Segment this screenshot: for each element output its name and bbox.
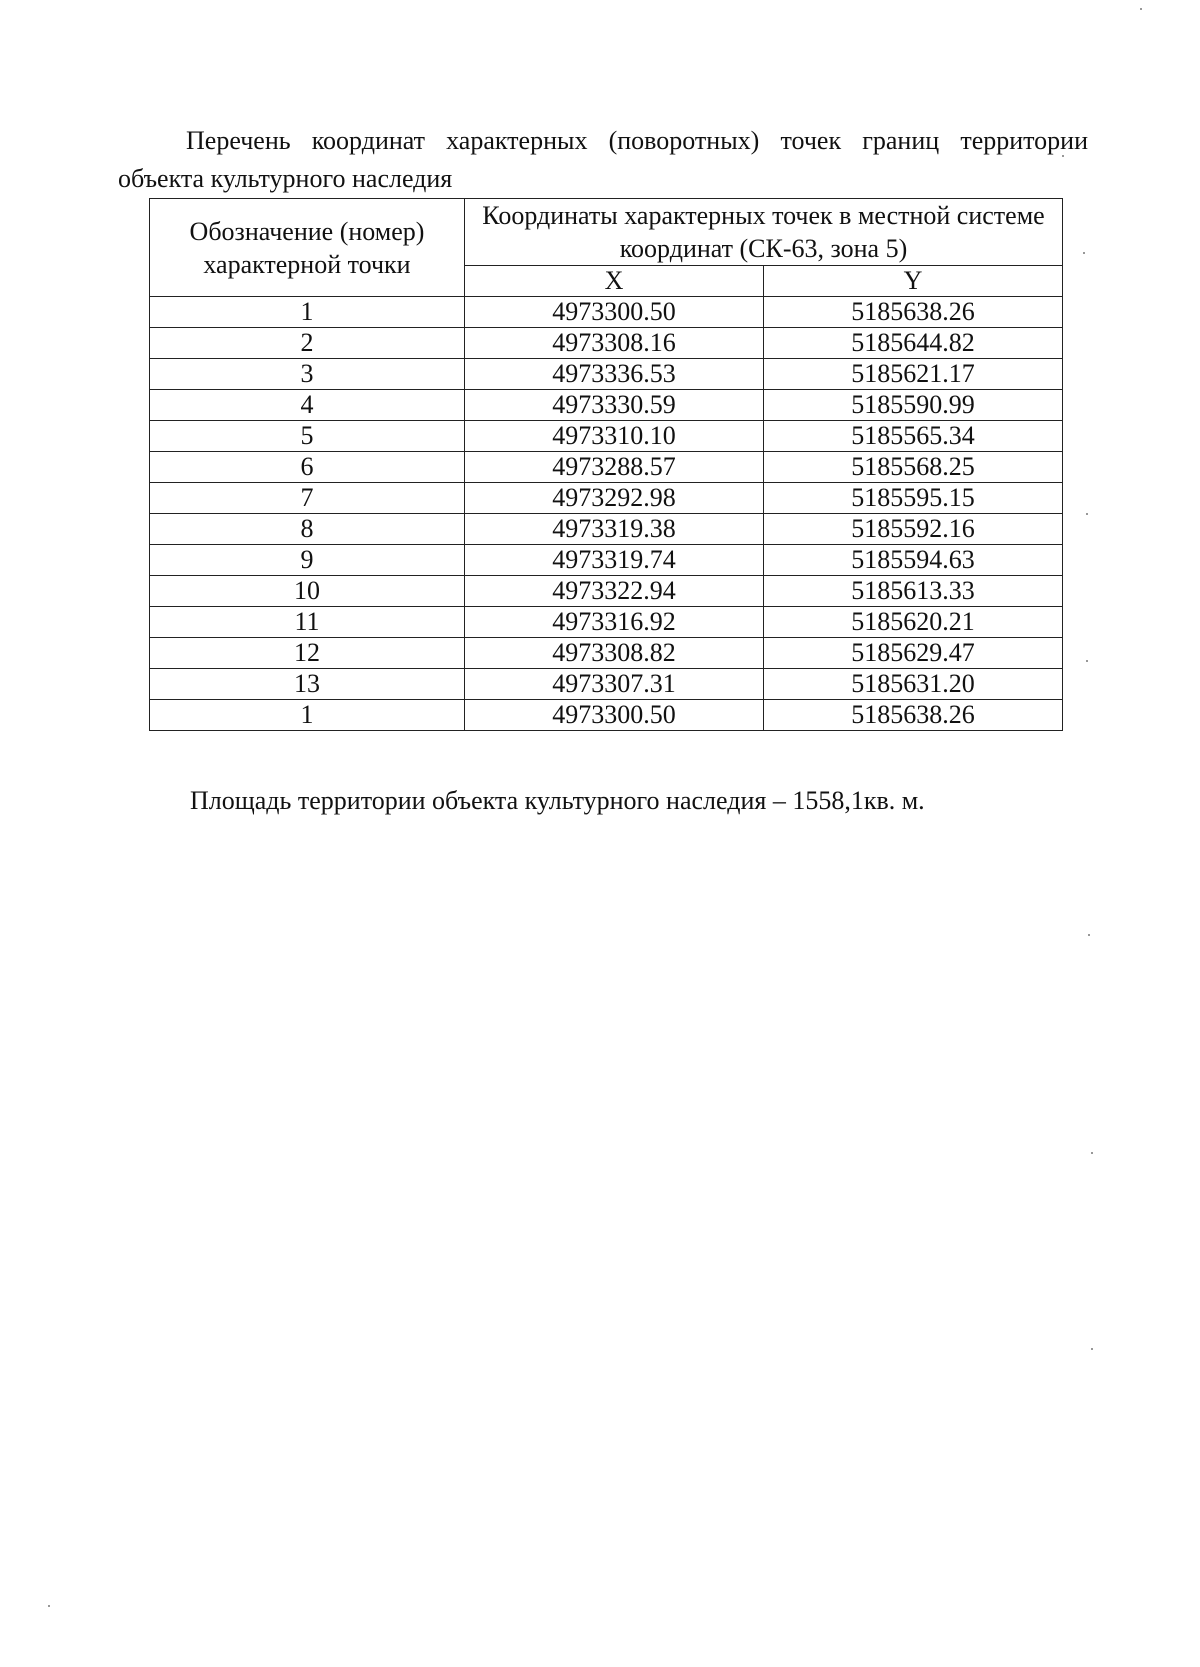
cell-point-number: 12 — [150, 638, 465, 669]
cell-x: 4973330.59 — [465, 390, 764, 421]
cell-y: 5185621.17 — [764, 359, 1063, 390]
table-row — [150, 638, 1063, 669]
cell-point-number: 4 — [150, 390, 465, 421]
header-x: X — [465, 266, 764, 297]
scan-speck — [1083, 252, 1085, 254]
cell-point-number: 7 — [150, 483, 465, 514]
cell-point-number: 11 — [150, 607, 465, 638]
cell-y: 5185592.16 — [764, 514, 1063, 545]
table-row — [150, 700, 1063, 731]
cell-point-number: 3 — [150, 359, 465, 390]
cell-point-number: 5 — [150, 421, 465, 452]
cell-point-number: 8 — [150, 514, 465, 545]
header-y: Y — [764, 266, 1063, 297]
cell-x: 4973288.57 — [465, 452, 764, 483]
header-point-number: Обозначение (номер) характерной точки — [150, 199, 465, 297]
cell-y: 5185595.15 — [764, 483, 1063, 514]
cell-y: 5185613.33 — [764, 576, 1063, 607]
cell-y: 5185629.47 — [764, 638, 1063, 669]
heading-line-1: Перечень координат характерных (поворотных) точек границ территории — [186, 126, 1088, 155]
cell-y: 5185631.20 — [764, 669, 1063, 700]
table-row — [150, 359, 1063, 390]
cell-y: 5185638.26 — [764, 297, 1063, 328]
cell-x: 4973308.16 — [465, 328, 764, 359]
cell-y: 5185638.26 — [764, 700, 1063, 731]
cell-x: 4973307.31 — [465, 669, 764, 700]
table-row — [150, 390, 1063, 421]
cell-point-number: 1 — [150, 700, 465, 731]
cell-y: 5185565.34 — [764, 421, 1063, 452]
cell-point-number: 10 — [150, 576, 465, 607]
cell-y: 5185594.63 — [764, 545, 1063, 576]
cell-x: 4973292.98 — [465, 483, 764, 514]
scan-speck — [1088, 934, 1090, 936]
cell-point-number: 1 — [150, 297, 465, 328]
cell-x: 4973336.53 — [465, 359, 764, 390]
scan-speck — [48, 1605, 50, 1607]
heading-line-2: объекта культурного наследия — [118, 164, 453, 193]
cell-y: 5185644.82 — [764, 328, 1063, 359]
table-row — [150, 669, 1063, 700]
cell-point-number: 9 — [150, 545, 465, 576]
cell-point-number: 13 — [150, 669, 465, 700]
table-row — [150, 328, 1063, 359]
cell-x: 4973300.50 — [465, 700, 764, 731]
cell-x: 4973319.38 — [465, 514, 764, 545]
cell-x: 4973319.74 — [465, 545, 764, 576]
cell-x: 4973308.82 — [465, 638, 764, 669]
table-row — [150, 514, 1063, 545]
table-row — [150, 421, 1063, 452]
table-row — [150, 483, 1063, 514]
cell-point-number: 2 — [150, 328, 465, 359]
scan-speck — [1086, 513, 1088, 515]
document-heading — [118, 122, 1088, 198]
coordinates-table — [149, 198, 1063, 731]
table-row — [150, 297, 1063, 328]
cell-y: 5185620.21 — [764, 607, 1063, 638]
scan-speck — [1091, 1152, 1093, 1154]
header-coordinates-group: Координаты характерных точек в местной системе координат (СК-63, зона 5) — [465, 199, 1063, 266]
table-row — [150, 607, 1063, 638]
table-row — [150, 452, 1063, 483]
cell-x: 4973300.50 — [465, 297, 764, 328]
table-row — [150, 576, 1063, 607]
scan-speck — [1062, 155, 1064, 157]
cell-x: 4973316.92 — [465, 607, 764, 638]
cell-x: 4973310.10 — [465, 421, 764, 452]
cell-x: 4973322.94 — [465, 576, 764, 607]
scan-speck — [1091, 1348, 1093, 1350]
area-note: Площадь территории объекта культурного наследия – 1558,1кв. м. — [190, 786, 925, 815]
scan-speck — [1140, 8, 1142, 10]
cell-y: 5185590.99 — [764, 390, 1063, 421]
table-row — [150, 545, 1063, 576]
scan-speck — [1086, 660, 1088, 662]
table-body — [150, 297, 1063, 731]
cell-point-number: 6 — [150, 452, 465, 483]
cell-y: 5185568.25 — [764, 452, 1063, 483]
